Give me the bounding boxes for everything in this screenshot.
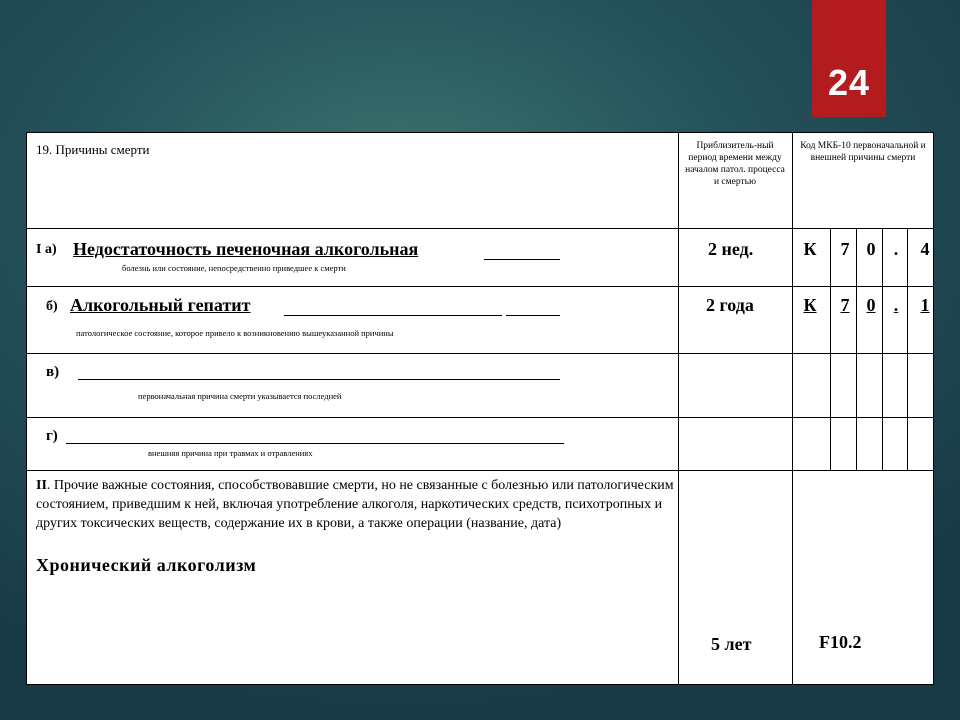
- slide-number-badge: [812, 0, 886, 117]
- section-2-description: [36, 476, 676, 533]
- icd-column-header: Код МКБ-10 первоначальной и внешней причины смерти: [800, 141, 926, 163]
- row-a-hint: болезнь или состояние, непосредственно приведшее к смерти: [122, 263, 346, 273]
- row-v-fill-line: [78, 379, 560, 380]
- row-b-code-char: 7: [840, 295, 850, 315]
- row-a-code-char: К: [803, 239, 817, 259]
- row-a-fill-line: [484, 259, 560, 260]
- section-2-text: . Прочие важные состояния, способствовавшие смерти, но не связанные с болезнью или патологическим состоянием, приведшим к ней, включая употребление алкоголя, наркотических средств, психотропных и других токсических веществ, содержание их в крови, а также операции (название, дата): [36, 478, 674, 531]
- section-2-roman: II: [36, 478, 47, 493]
- row-b-fill-line: [506, 315, 560, 316]
- row-b-hint: патологическое состояние, которое привело к возникновению вышеуказанной причины: [76, 328, 394, 338]
- row-a-cause: Недостаточность печеночная алкогольная: [73, 239, 419, 259]
- column-divider: [792, 132, 793, 685]
- row-divider: [26, 228, 934, 229]
- row-b-prefix: б): [46, 299, 58, 314]
- code-cell-divider: [882, 228, 883, 470]
- code-cell-divider: [856, 228, 857, 470]
- border-top: [26, 132, 934, 133]
- row-divider: [26, 353, 934, 354]
- row-a-period: 2 нед.: [708, 239, 754, 259]
- row-a-code-char: 7: [840, 239, 850, 259]
- row-b-code-char: 0: [866, 295, 876, 315]
- row-a-code-char: .: [893, 239, 899, 259]
- border-right: [933, 132, 934, 685]
- row-b-fill-line: [284, 315, 502, 316]
- section-2-diagnosis: Хронический алкоголизм: [36, 555, 257, 575]
- row-v-hint: первоначальная причина смерти указывается последней: [138, 391, 342, 401]
- row-b-period: 2 года: [706, 295, 754, 315]
- section-2-code: F10.2: [819, 632, 862, 652]
- row-g-prefix: г): [46, 428, 58, 444]
- row-g-fill-line: [66, 443, 564, 444]
- period-column-header: Приблизитель-ный период времени между началом патол. процесса и смертью: [685, 141, 785, 187]
- row-g-hint: внешняя причина при травмах и отравлениях: [148, 448, 313, 458]
- slide-number: 24: [827, 62, 871, 103]
- row-v-prefix: в): [46, 364, 60, 380]
- death-certificate-form: [26, 132, 934, 685]
- column-divider: [678, 132, 679, 685]
- row-a-prefix: I а): [36, 242, 57, 257]
- code-cell-divider: [907, 228, 908, 470]
- row-a-code-char: 0: [866, 239, 876, 259]
- row-b-code-char: 1: [920, 295, 930, 315]
- row-divider: [26, 286, 934, 287]
- section-2-period: 5 лет: [711, 634, 752, 654]
- row-b-code-char: К: [803, 295, 817, 315]
- row-b-cause: Алкогольный гепатит: [70, 295, 251, 315]
- row-divider: [26, 470, 934, 471]
- border-bottom: [26, 684, 934, 685]
- code-cell-divider: [830, 228, 831, 470]
- border-left: [26, 132, 27, 685]
- row-divider: [26, 417, 934, 418]
- row-a-code-char: 4: [920, 239, 930, 259]
- section-title: 19. Причины смерти: [36, 142, 150, 157]
- row-b-code-char: .: [893, 295, 899, 315]
